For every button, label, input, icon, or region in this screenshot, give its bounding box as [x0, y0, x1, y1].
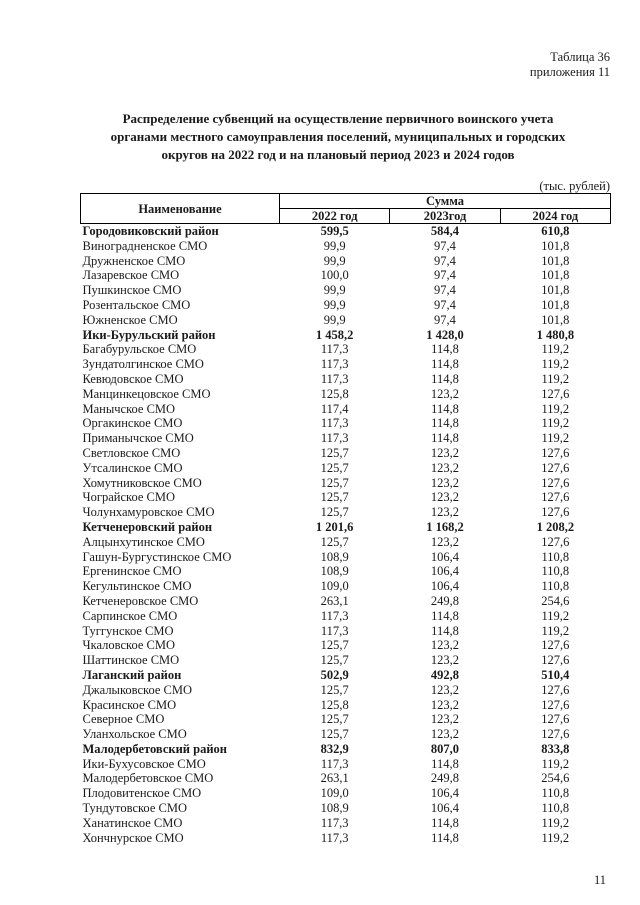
row-value-2024: 510,4 [541, 667, 570, 682]
row-name: Южненское СМО [82, 312, 178, 327]
row-value-2024: 127,6 [541, 682, 570, 697]
row-value-2024: 610,8 [541, 224, 570, 238]
table-row [81, 431, 611, 446]
row-value-2022: 125,7 [320, 445, 349, 460]
row-value-2023: 807,0 [430, 741, 460, 756]
appendix-reference: приложения 11 [529, 65, 610, 79]
table-row [81, 446, 611, 461]
table-row [81, 313, 611, 328]
row-value-2024: 119,2 [541, 830, 570, 845]
table-row [81, 727, 611, 742]
row-value-2022: 125,8 [320, 386, 349, 401]
table-row [81, 505, 611, 520]
row-value-2024: 101,8 [541, 253, 570, 268]
document-title [60, 110, 616, 164]
row-value-2022: 117,3 [320, 608, 349, 623]
row-value-2022: 117,4 [320, 401, 349, 416]
table-row [81, 550, 611, 565]
row-value-2024: 127,6 [541, 386, 570, 401]
row-name: Сарпинское СМО [82, 608, 178, 623]
table-row [81, 564, 611, 579]
row-value-2023: 123,2 [430, 727, 460, 742]
row-value-2024: 101,8 [541, 297, 570, 312]
table-row [81, 416, 611, 431]
row-value-2023: 97,4 [434, 238, 456, 253]
row-value-2023: 114,8 [431, 623, 459, 638]
table-row [81, 638, 611, 653]
row-name: Розентальское СМО [82, 297, 191, 312]
table-row [81, 653, 611, 668]
row-value-2022: 117,3 [320, 357, 349, 372]
table-row [81, 298, 611, 313]
title-line-3: округов на 2022 год и на плановый период 2023 и 2024 годов [161, 147, 515, 162]
row-value-2024: 119,2 [541, 431, 570, 446]
row-value-2024: 254,6 [541, 771, 570, 786]
row-value-2024: 127,6 [541, 490, 570, 505]
row-name: Малодербетовское СМО [82, 771, 214, 786]
row-value-2022: 263,1 [320, 593, 349, 608]
row-value-2023: 123,2 [430, 682, 460, 697]
table-row [81, 698, 611, 713]
row-value-2023: 114,8 [431, 357, 459, 372]
table-row [81, 594, 611, 609]
row-name: Ики-Бухусовское СМО [82, 756, 206, 771]
row-name: Джалыковское СМО [82, 682, 193, 697]
row-value-2024: 1 208,2 [536, 519, 575, 534]
row-name: Ики-Бурульский район [82, 327, 216, 342]
table-row [81, 254, 611, 269]
row-value-2024: 127,6 [541, 445, 570, 460]
row-name: Хомутниковское СМО [82, 475, 202, 490]
row-value-2024: 110,8 [541, 564, 570, 579]
row-name: Виноградненское СМО [82, 238, 208, 253]
row-name: Чолунхамуровское СМО [82, 505, 215, 520]
row-value-2023: 106,4 [430, 579, 460, 594]
row-name: Городовиковский район [82, 224, 219, 238]
district-total-row [81, 668, 611, 683]
table-row [81, 535, 611, 550]
row-name: Плодовитенское СМО [82, 786, 202, 801]
row-value-2023: 123,2 [430, 505, 460, 520]
row-value-2024: 119,2 [541, 756, 570, 771]
row-name: Ергенинское СМО [82, 564, 182, 579]
row-value-2023: 114,8 [431, 342, 459, 357]
row-value-2023: 249,8 [430, 771, 460, 786]
row-value-2022: 117,3 [320, 342, 349, 357]
row-value-2024: 127,6 [541, 505, 570, 520]
row-value-2022: 108,9 [320, 549, 349, 564]
row-value-2022: 125,7 [320, 505, 349, 520]
row-value-2023: 1 428,0 [426, 327, 464, 342]
row-value-2024: 127,6 [541, 475, 570, 490]
row-value-2023: 106,4 [430, 549, 460, 564]
row-value-2023: 584,4 [430, 224, 460, 238]
row-value-2022: 117,3 [320, 416, 349, 431]
row-value-2023: 492,8 [430, 667, 460, 682]
row-value-2024: 101,8 [541, 268, 570, 283]
row-name: Уланхольское СМО [82, 727, 187, 742]
row-value-2024: 101,8 [541, 283, 570, 298]
subsidy-table [80, 193, 611, 845]
row-value-2023: 114,8 [431, 608, 459, 623]
row-value-2022: 117,3 [320, 756, 349, 771]
row-value-2022: 109,0 [320, 786, 349, 801]
table-row [81, 357, 611, 372]
header-2023: 2023год [390, 209, 500, 224]
row-value-2024: 110,8 [541, 786, 570, 801]
header-name: Наименование [81, 194, 280, 224]
units-label: (тыс. рублей) [539, 179, 610, 193]
row-value-2023: 249,8 [430, 593, 460, 608]
table-row [81, 609, 611, 624]
table-row [81, 402, 611, 417]
table-row [81, 342, 611, 357]
row-name: Багабурульское СМО [82, 342, 197, 357]
table-row [81, 239, 611, 254]
row-value-2023: 97,4 [434, 283, 456, 298]
table-row [81, 624, 611, 639]
table-row [81, 387, 611, 402]
row-value-2022: 99,9 [323, 312, 346, 327]
row-value-2024: 127,6 [541, 653, 570, 668]
row-value-2024: 119,2 [541, 371, 570, 386]
row-value-2023: 106,4 [430, 564, 460, 579]
row-value-2024: 119,2 [541, 416, 570, 431]
table-row [81, 476, 611, 491]
row-value-2023: 106,4 [430, 801, 460, 816]
row-value-2022: 99,9 [323, 253, 346, 268]
row-value-2024: 127,6 [541, 697, 570, 712]
table-row [81, 372, 611, 387]
row-value-2022: 125,7 [320, 682, 349, 697]
row-value-2024: 101,8 [541, 312, 570, 327]
row-name: Утсалинское СМО [82, 460, 183, 475]
row-value-2022: 125,7 [320, 638, 349, 653]
header-2024: 2024 год [500, 209, 610, 224]
row-name: Туггунское СМО [82, 623, 174, 638]
row-value-2023: 123,2 [430, 697, 460, 712]
row-value-2023: 97,4 [434, 268, 456, 283]
table-row [81, 490, 611, 505]
row-name: Кегультинское СМО [82, 579, 192, 594]
row-value-2023: 106,4 [430, 786, 460, 801]
row-value-2023: 114,8 [431, 830, 459, 845]
row-value-2022: 125,7 [320, 712, 349, 727]
row-value-2023: 114,8 [431, 371, 459, 386]
row-value-2024: 254,6 [541, 593, 570, 608]
row-name: Чкаловское СМО [82, 638, 176, 653]
row-value-2023: 114,8 [431, 416, 459, 431]
row-value-2024: 127,6 [541, 638, 570, 653]
row-value-2022: 100,0 [320, 268, 349, 283]
row-name: Алцынхутинское СМО [82, 534, 205, 549]
row-value-2023: 123,2 [430, 386, 460, 401]
row-value-2024: 119,2 [541, 815, 570, 830]
row-value-2022: 117,3 [320, 623, 349, 638]
row-value-2022: 108,9 [320, 801, 349, 816]
row-value-2024: 110,8 [541, 549, 570, 564]
row-value-2023: 97,4 [434, 312, 456, 327]
row-value-2022: 108,9 [320, 564, 349, 579]
row-value-2023: 123,2 [430, 460, 460, 475]
row-value-2024: 119,2 [541, 342, 570, 357]
row-value-2022: 125,7 [320, 653, 349, 668]
row-value-2022: 125,8 [320, 697, 349, 712]
row-name: Северное СМО [82, 712, 165, 727]
row-name: Тундутовское СМО [82, 801, 187, 816]
row-value-2022: 117,3 [320, 815, 349, 830]
district-total-row [81, 742, 611, 757]
row-value-2022: 99,9 [323, 283, 346, 298]
row-value-2022: 1 201,6 [315, 519, 354, 534]
row-name: Манцинкецовское СМО [82, 386, 211, 401]
table-row [81, 683, 611, 698]
table-reference [530, 50, 610, 80]
row-name: Красинское СМО [82, 697, 177, 712]
row-name: Малодербетовский район [82, 741, 227, 756]
row-value-2024: 127,6 [541, 534, 570, 549]
row-name: Кевюдовское СМО [82, 371, 184, 386]
row-name: Кетченеровское СМО [82, 593, 199, 608]
row-value-2024: 127,6 [541, 727, 570, 742]
row-name: Хончнурское СМО [82, 830, 184, 845]
row-name: Пушкинское СМО [82, 283, 182, 298]
table-row [81, 786, 611, 801]
row-value-2022: 117,3 [320, 830, 349, 845]
row-value-2022: 832,9 [320, 741, 349, 756]
row-value-2022: 117,3 [320, 431, 349, 446]
district-total-row [81, 224, 611, 239]
table-row [81, 461, 611, 476]
table-row [81, 801, 611, 816]
table-row [81, 712, 611, 727]
row-value-2022: 117,3 [320, 371, 349, 386]
row-name: Приманычское СМО [82, 431, 194, 446]
row-value-2022: 125,7 [320, 727, 349, 742]
row-value-2022: 99,9 [323, 238, 346, 253]
table-header [81, 194, 611, 224]
row-value-2022: 502,9 [320, 667, 349, 682]
row-value-2022: 125,7 [320, 460, 349, 475]
header-2022: 2022 год [280, 209, 390, 224]
district-total-row [81, 328, 611, 343]
table-row [81, 831, 611, 846]
row-value-2024: 1 480,8 [536, 327, 575, 342]
row-name: Оргакинское СМО [82, 416, 183, 431]
table-row [81, 816, 611, 831]
row-value-2023: 97,4 [434, 297, 456, 312]
row-name: Гашун-Бургустинское СМО [82, 549, 232, 564]
row-value-2024: 833,8 [541, 741, 570, 756]
row-value-2022: 263,1 [320, 771, 349, 786]
row-name: Светловское СМО [82, 445, 181, 460]
row-value-2024: 127,6 [541, 712, 570, 727]
row-name: Кетченеровский район [82, 519, 213, 534]
table-row [81, 283, 611, 298]
title-line-1: Распределение субвенций на осуществление первичного воинского учета [122, 111, 554, 126]
row-value-2023: 123,2 [430, 712, 460, 727]
row-value-2022: 125,7 [320, 490, 349, 505]
title-line-2: органами местного самоуправления поселений, муниципальных и городских [110, 129, 566, 144]
row-value-2024: 119,2 [541, 623, 570, 638]
table-row [81, 268, 611, 283]
row-value-2024: 110,8 [541, 801, 570, 816]
row-value-2024: 110,8 [541, 579, 570, 594]
table-number: Таблица 36 [550, 50, 610, 64]
row-name: Чограйское СМО [82, 490, 176, 505]
row-name: Дружненское СМО [82, 253, 186, 268]
row-name: Манычское СМО [82, 401, 176, 416]
row-value-2022: 125,7 [320, 534, 349, 549]
row-value-2023: 1 168,2 [426, 519, 464, 534]
page-number: 11 [593, 873, 606, 887]
row-value-2024: 119,2 [541, 608, 570, 623]
row-name: Зундатолгинское СМО [82, 357, 204, 372]
row-value-2023: 114,8 [431, 815, 459, 830]
row-name: Ханатинское СМО [82, 815, 183, 830]
table-body [81, 224, 611, 846]
row-value-2023: 123,2 [430, 653, 460, 668]
row-value-2022: 125,7 [320, 475, 349, 490]
row-value-2023: 123,2 [430, 475, 460, 490]
row-value-2024: 119,2 [541, 357, 570, 372]
row-value-2024: 127,6 [541, 460, 570, 475]
table-row [81, 757, 611, 772]
row-value-2024: 101,8 [541, 238, 570, 253]
row-value-2024: 119,2 [541, 401, 570, 416]
row-value-2023: 114,8 [431, 756, 459, 771]
row-name: Лаганский район [82, 667, 182, 682]
header-sum: Сумма [280, 194, 611, 209]
row-value-2023: 97,4 [434, 253, 456, 268]
row-value-2023: 123,2 [430, 490, 460, 505]
row-name: Шаттинское СМО [82, 653, 180, 668]
row-value-2023: 123,2 [430, 638, 460, 653]
row-value-2022: 1 458,2 [315, 327, 354, 342]
row-value-2023: 123,2 [430, 534, 460, 549]
row-value-2022: 599,5 [320, 224, 349, 238]
table-row [81, 579, 611, 594]
row-value-2022: 99,9 [323, 297, 346, 312]
row-value-2023: 123,2 [430, 445, 460, 460]
row-name: Лазаревское СМО [82, 268, 180, 283]
row-value-2023: 114,8 [431, 431, 459, 446]
row-value-2023: 114,8 [431, 401, 459, 416]
row-value-2022: 109,0 [320, 579, 349, 594]
table-row [81, 771, 611, 786]
district-total-row [81, 520, 611, 535]
